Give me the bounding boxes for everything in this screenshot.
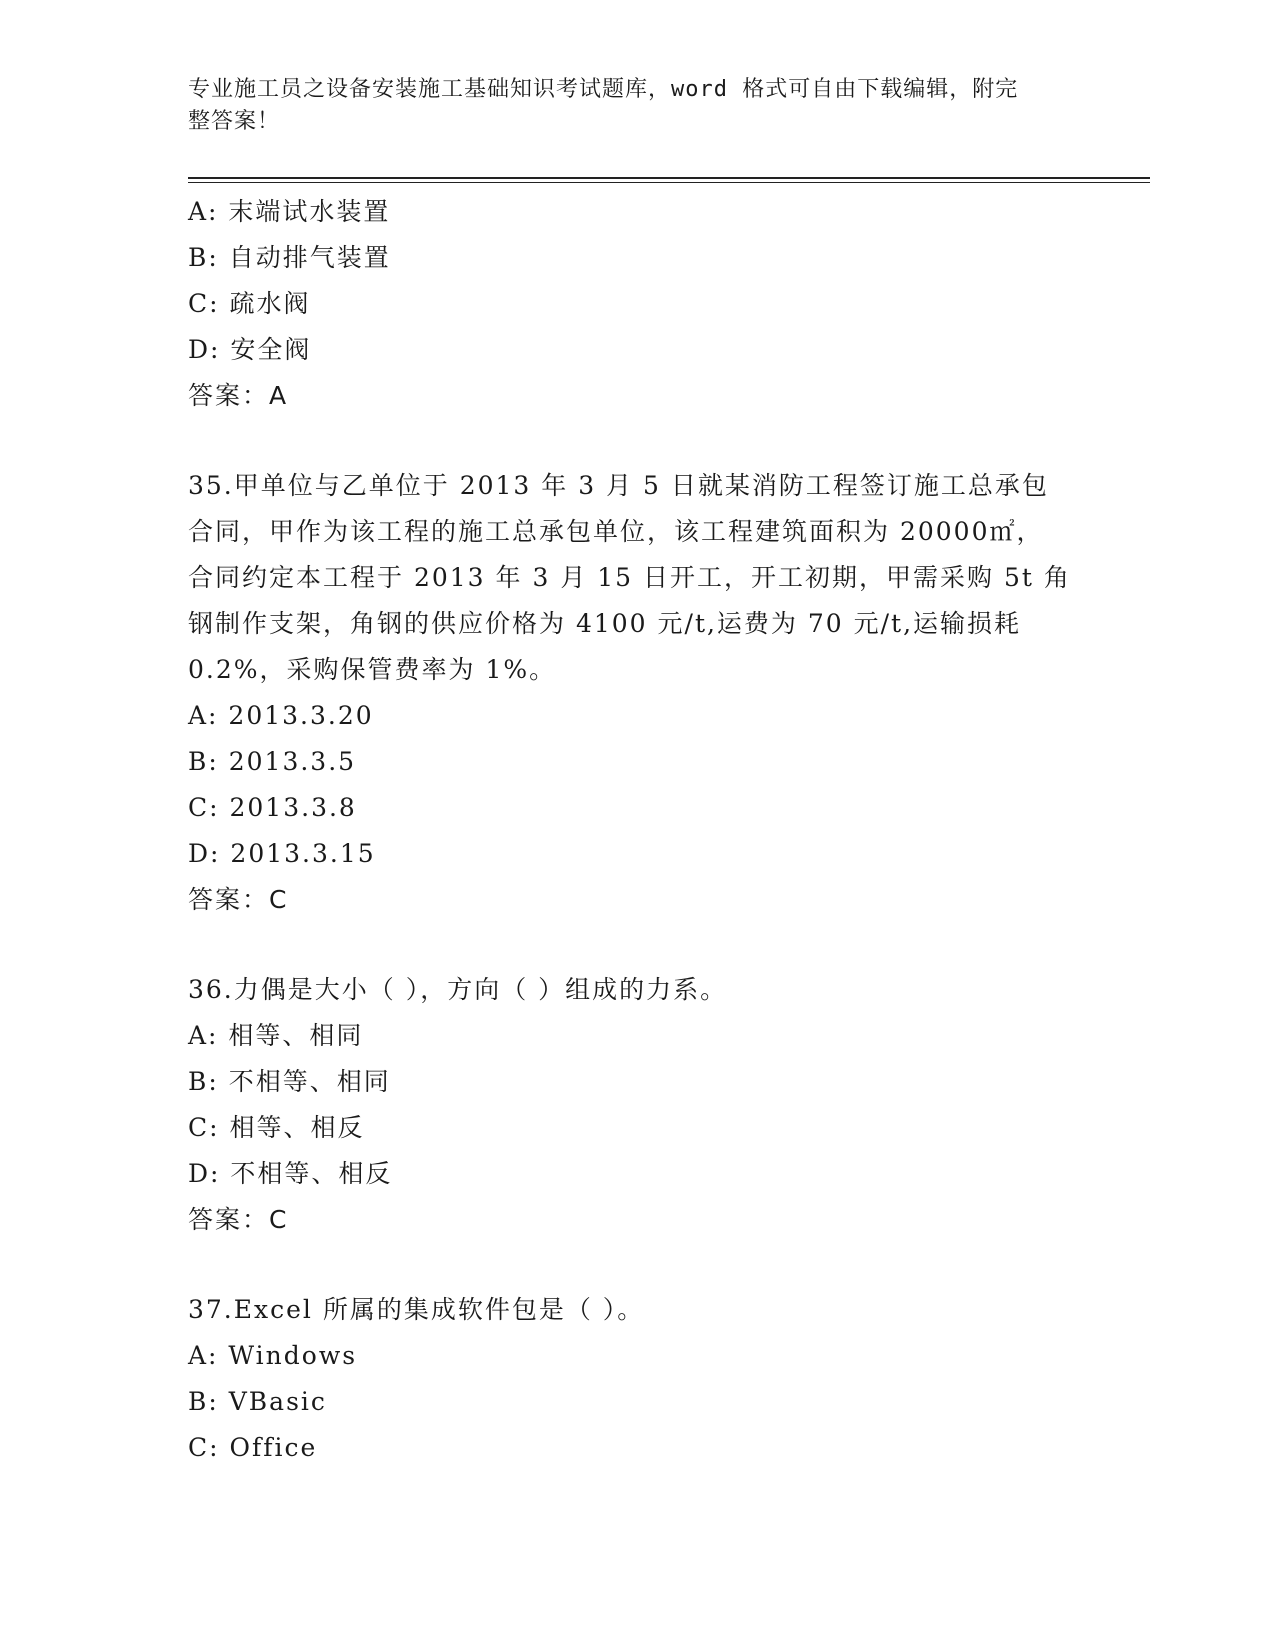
option-c: C: 疏水阀 [188,289,311,318]
answer: 答案：C [188,1205,289,1234]
spacer [188,1243,1088,1287]
header-rule-thin [188,182,1150,183]
answer: 答案：A [188,381,289,410]
question-stem-line: 合同，甲作为该工程的施工总承包单位，该工程建筑面积为 20000㎡， [188,517,1044,546]
question-list [188,189,1088,1471]
question-37 [188,1287,1088,1471]
option-b: B: 自动排气装置 [188,243,391,272]
option-b: B: VBasic [188,1387,327,1416]
question-stem-line: 合同约定本工程于 2013 年 3 月 15 日开工，开工初期，甲需采购 5t 角 [188,563,1071,592]
question-35 [188,463,1088,923]
question-stem-line: 钢制作支架，角钢的供应价格为 4100 元/t,运费为 70 元/t,运输损耗 [188,609,1022,638]
question-34 [188,189,1088,419]
option-d: D: 安全阀 [188,335,312,364]
option-a: A: 2013.3.20 [188,701,374,730]
document-header [188,74,1078,138]
option-c: C: Office [188,1433,318,1462]
option-c: C: 相等、相反 [188,1113,365,1142]
option-b: B: 2013.3.5 [188,747,357,776]
option-a: A: Windows [188,1341,358,1370]
option-a: A: 相等、相同 [188,1021,364,1050]
option-b: B: 不相等、相同 [188,1067,391,1096]
answer: 答案：C [188,885,289,914]
header-line-2: 整答案！ [188,109,281,134]
question-stem-line: 37.Excel 所属的集成软件包是（ ）。 [188,1295,645,1324]
option-d: D: 2013.3.15 [188,839,376,868]
option-a: A: 末端试水装置 [188,197,391,226]
header-rule-thick [188,177,1150,179]
question-36 [188,967,1088,1243]
spacer [188,419,1088,463]
question-stem-line: 0.2%，采购保管费率为 1%。 [188,655,557,684]
question-stem-line: 35.甲单位与乙单位于 2013 年 3 月 5 日就某消防工程签订施工总承包 [188,471,1049,500]
option-d: D: 不相等、相反 [188,1159,393,1188]
header-line-1: 专业施工员之设备安装施工基础知识考试题库，word 格式可自由下载编辑，附完 [188,77,1019,102]
spacer [188,923,1088,967]
question-stem-line: 36.力偶是大小（ ），方向（ ）组成的力系。 [188,975,728,1004]
option-c: C: 2013.3.8 [188,793,357,822]
